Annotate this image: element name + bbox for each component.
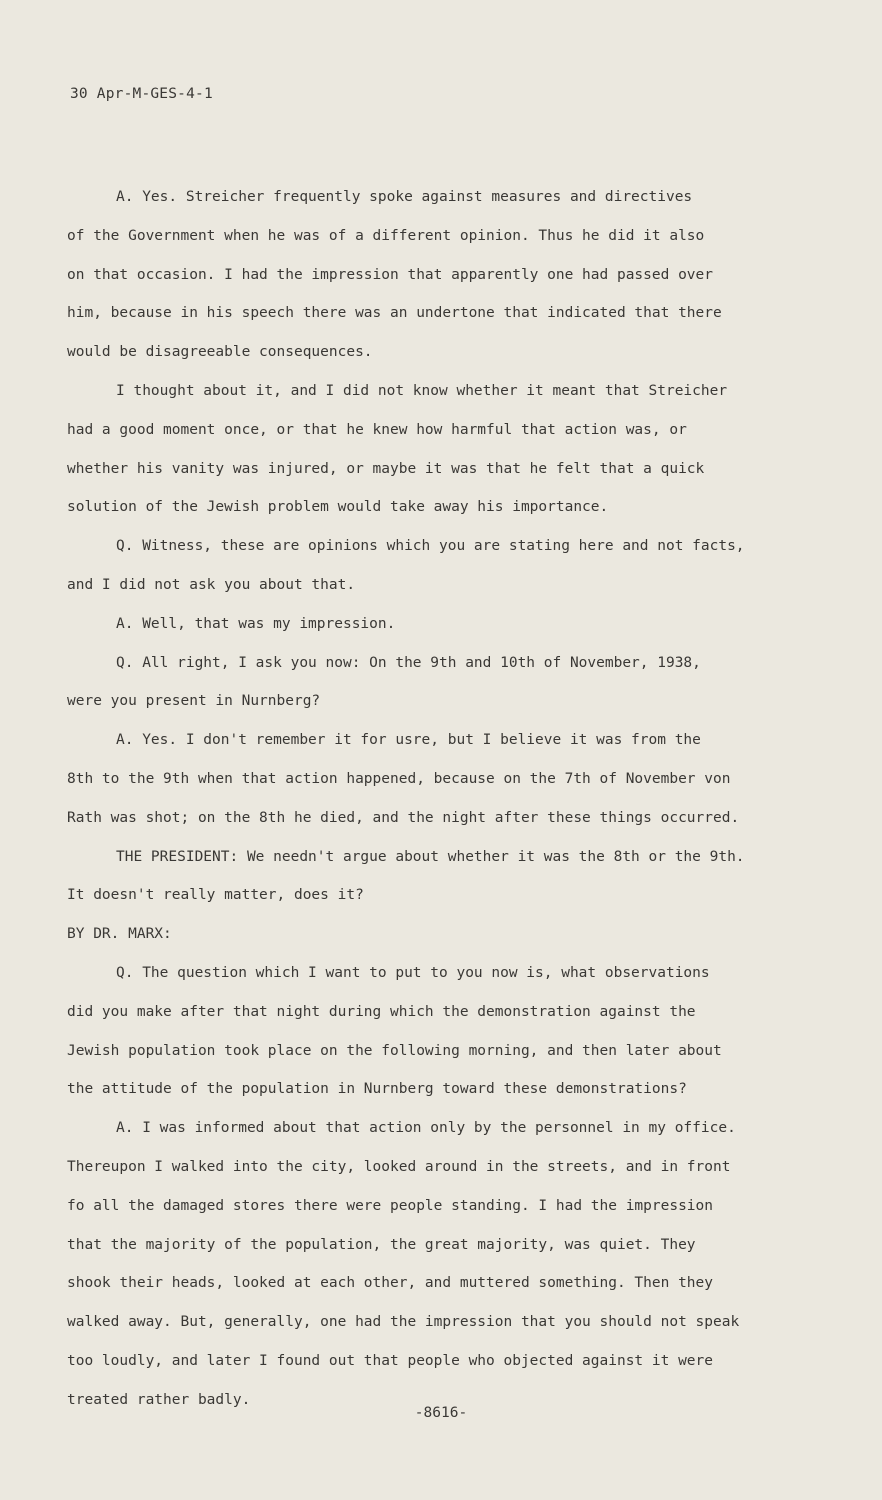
transcript-line: walked away. But, generally, one had the impression that you should not speak	[67, 1314, 740, 1331]
transcript-line: Jewish population took place on the following morning, and then later about	[67, 1042, 722, 1059]
transcript-line: solution of the Jewish problem would take away his importance.	[67, 499, 609, 516]
transcript-line: Q. The question which I want to put to you now is, what observations	[116, 964, 710, 981]
transcript-line: on that occasion. I had the impression that apparently one had passed over	[67, 266, 714, 283]
transcript-line: and I did not ask you about that.	[67, 576, 356, 593]
transcript-line: the attitude of the population in Nurnberg toward these demonstrations?	[67, 1081, 687, 1098]
transcript-line: A. Yes. I don't remember it for usre, but I believe it was from the	[116, 732, 701, 749]
transcript-line: that the majority of the population, the great majority, was quiet. They	[67, 1236, 696, 1253]
transcript-line: BY DR. MARX:	[67, 926, 172, 943]
transcript-line: A. Well, that was my impression.	[116, 615, 396, 632]
transcript-line: treated rather badly.	[67, 1391, 251, 1408]
transcript-line: I thought about it, and I did not know whether it meant that Streicher	[116, 382, 728, 399]
transcript-line: Rath was shot; on the 8th he died, and the night after these things occurred.	[67, 809, 740, 826]
transcript-line: whether his vanity was injured, or maybe it was that he felt that a quick	[67, 460, 705, 477]
transcript-line: were you present in Nurnberg?	[67, 693, 321, 710]
transcript-line: too loudly, and later I found out that people who objected against it were	[67, 1352, 714, 1369]
transcript-line: It doesn't really matter, does it?	[67, 887, 364, 904]
transcript-line: shook their heads, looked at each other, and muttered something. Then they	[67, 1275, 714, 1292]
transcript-line: A. I was informed about that action only by the personnel in my office.	[116, 1120, 736, 1137]
transcript-line: him, because in his speech there was an undertone that indicated that there	[67, 305, 722, 322]
transcript-line: did you make after that night during which the demonstration against the	[67, 1003, 696, 1020]
page-reference: 30 Apr-M-GES-4-1	[70, 86, 213, 102]
transcript-line: Q. All right, I ask you now: On the 9th and 10th of November, 1938,	[116, 654, 701, 671]
transcript-line: Q. Witness, these are opinions which you are stating here and not facts,	[116, 538, 745, 555]
transcript-line: had a good moment once, or that he knew how harmful that action was, or	[67, 421, 687, 438]
transcript-line: would be disagreeable consequences.	[67, 344, 373, 361]
transcript-line: Thereupon I walked into the city, looked around in the streets, and in front	[67, 1158, 731, 1175]
transcript-line: fo all the damaged stores there were people standing. I had the impression	[67, 1197, 714, 1214]
transcript-line: of the Government when he was of a different opinion. Thus he did it also	[67, 227, 705, 244]
transcript-line: A. Yes. Streicher frequently spoke against measures and directives	[116, 189, 693, 205]
transcript-line: THE PRESIDENT: We needn't argue about whether it was the 8th or the 9th.	[116, 848, 745, 865]
transcript-body	[67, 178, 827, 1420]
transcript-line: 8th to the 9th when that action happened, because on the 7th of November von	[67, 770, 731, 787]
page-number: -8616-	[414, 1405, 468, 1421]
